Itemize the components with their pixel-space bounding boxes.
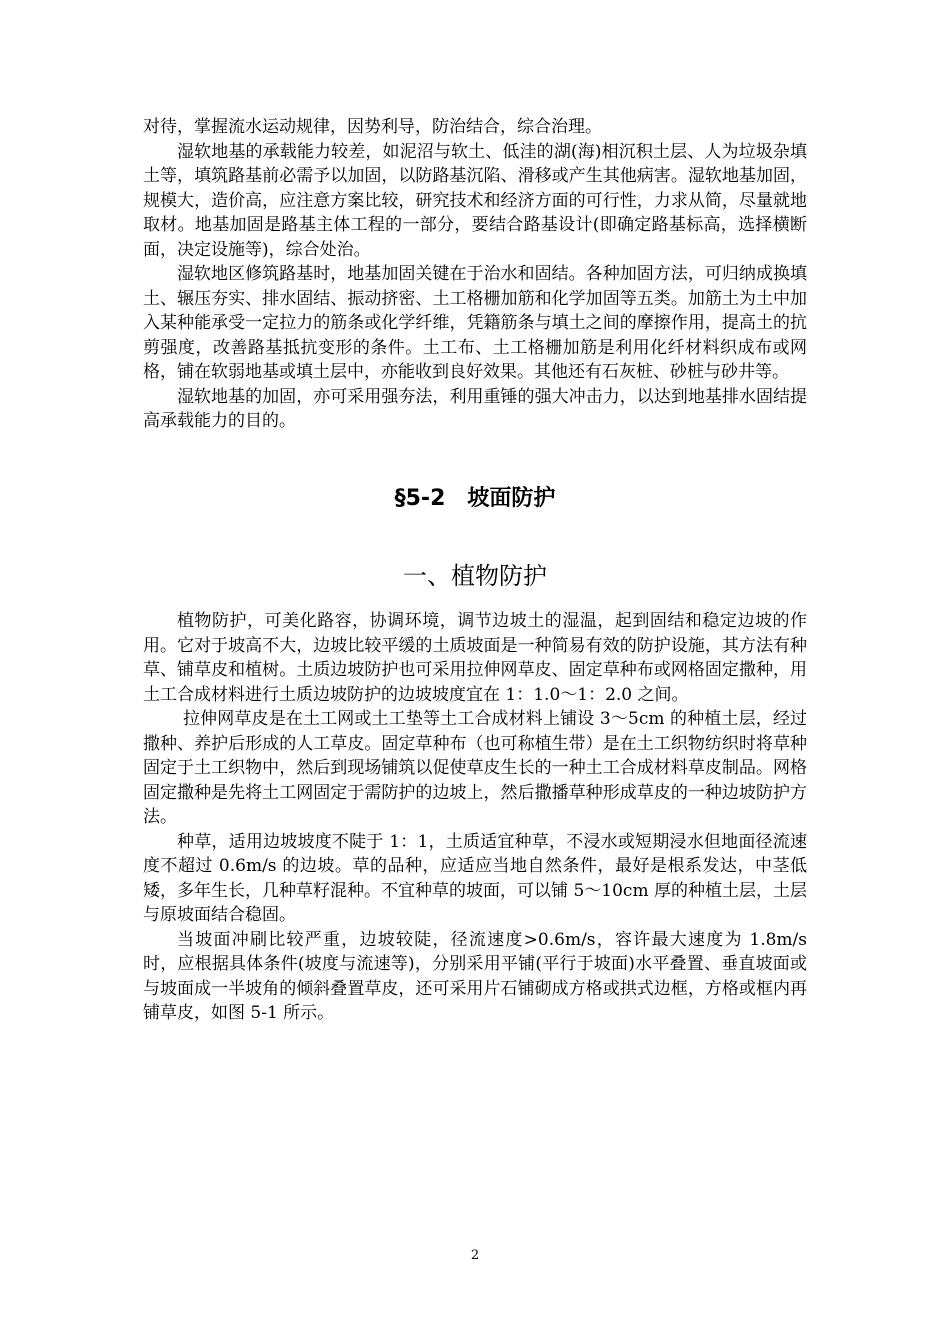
paragraph-dynamic-compaction: 湿软地基的加固，亦可采用强夯法，利用重锤的强大冲击力，以达到地基排水固结提高承载能力的目的。 [143, 386, 807, 431]
section-one-text [143, 115, 807, 434]
paragraph-turf-laying: 当坡面冲刷比较严重，边坡较陡，径流速度>0.6m/s，容许最大速度为 1.8m/s 时，应根据具体条件(坡度与流速等)，分别采用平铺(平行于坡面)水平叠置、垂直坡面或与坡面成一半坡角的倾斜叠置草皮，还可采用片石铺砌成方格或拱式边框，方格或框内再铺草皮，如图 5-1 所示。 [143, 929, 807, 1023]
section-two-text [143, 609, 807, 1026]
paragraph-grass-planting: 种草，适用边坡坡度不陡于 1：1，土质适宜种草，不浸水或短期浸水但地面径流速度不超过 0.6m/s 的边坡。草的品种，应适应当地自然条件，最好是根系发达，中茎低矮，多年生长，几种草籽混种。不宜种草的坡面，可以铺 5～10cm 厚的种植土层，土层与原坡面结合稳固。 [143, 831, 807, 925]
section-heading: §5-2 坡面防护 [394, 486, 556, 511]
paragraph-soft-foundation: 湿软地基的承载能力较差，如泥沼与软土、低洼的湖(海)相沉积土层、人为垃圾杂填土等，填筑路基前必需予以加固，以防路基沉陷、滑移或产生其他病害。湿软地基加固，规模大，造价高，应注意方案比较，研究技术和经济方面的可行性，力求从简，尽量就地取材。地基加固是路基主体工程的一部分，要结合路基设计(即确定路基标高，选择横断面，决定设施等)，综合处治。 [143, 141, 807, 260]
paragraph-stretch-net-turf: 拉伸网草皮是在土工网或土工垫等土工合成材料上铺设 3～5cm 的种植土层，经过撒种、养护后形成的人工草皮。固定草种布（也可称植生带）是在土工织物纺织时将草种固定于土工织物中，然后到现场铺筑以促使草皮生长的一种土工合成材料草皮制品。网格固定撒种是先将土工网固定于需防护的边坡上，然后撒播草种形成草皮的一种边坡防护方法。 [143, 709, 807, 827]
page-number: 2 [470, 1248, 480, 1263]
subsection-heading: 一、植物防护 [403, 562, 547, 590]
paragraph-continuation: 对待，掌握流水运动规律，因势利导，防治结合，综合治理。 [143, 117, 602, 137]
paragraph-plant-protection: 植物防护，可美化路容，协调环境，调节边坡土的湿温，起到固结和稳定边坡的作用。它对于坡高不大，边坡比较平缓的土质坡面是一种简易有效的防护设施，其方法有种草、铺草皮和植树。土质边坡防护也可采用拉伸网草皮、固定草种布或网格固定撒种，用土工合成材料进行土质边坡防护的边坡坡度宜在 1：1.0～1：2.0 之间。 [143, 611, 807, 705]
paragraph-reinforcement-methods: 湿软地区修筑路基时，地基加固关键在于治水和固结。各种加固方法，可归纳成换填土、辗压夯实、排水固结、振动挤密、土工格栅加筋和化学加固等五类。加筋土为土中加入某种能承受一定拉力的筋条或化学纤维，凭籍筋条与填土之间的摩擦作用，提高土的抗剪强度，改善路基抵抗变形的条件。土工布、土工格栅加筋是利用化纤材料织成布或网格，铺在软弱地基或填土层中，亦能收到良好效果。其他还有石灰桩、砂桩与砂井等。 [143, 264, 807, 382]
